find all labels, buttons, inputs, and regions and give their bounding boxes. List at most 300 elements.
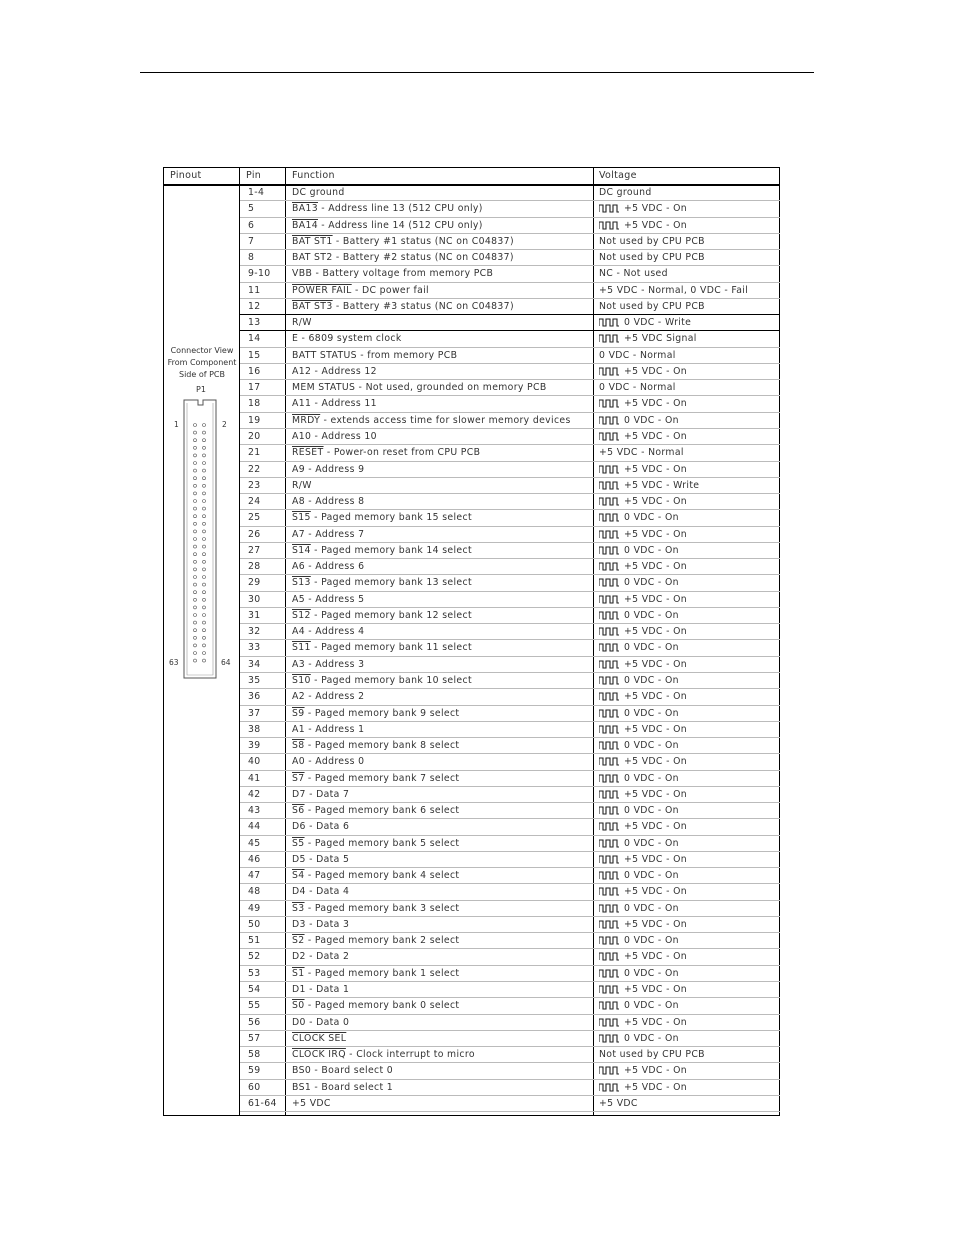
connector-pin bbox=[203, 621, 206, 624]
pin-voltage bbox=[599, 1049, 705, 1060]
pin-number: 40 bbox=[248, 756, 261, 768]
header-pinout: Pinout bbox=[170, 170, 202, 181]
pin-voltage-text: +5 VDC - On bbox=[624, 1016, 687, 1028]
connector-pin bbox=[194, 446, 197, 449]
pin-function-text: - Address line 13 (512 CPU only) bbox=[317, 203, 483, 215]
active-low-signal-name: S3 bbox=[292, 902, 305, 914]
table-row bbox=[240, 1047, 780, 1063]
table-row bbox=[240, 250, 780, 266]
table-row bbox=[240, 462, 780, 478]
pulse-waveform-icon bbox=[599, 399, 619, 408]
pin-function-text: - Power-on reset from CPU PCB bbox=[323, 447, 481, 459]
pin-voltage bbox=[599, 496, 687, 507]
pin-function-text: D2 - Data 2 bbox=[292, 951, 350, 963]
pin-voltage-text: +5 VDC - On bbox=[624, 528, 687, 540]
pin-function-text: D5 - Data 5 bbox=[292, 853, 350, 865]
pin-voltage-text: 0 VDC - On bbox=[624, 512, 679, 524]
table-row bbox=[240, 218, 780, 234]
pin-function bbox=[292, 773, 459, 784]
pin-number: 55 bbox=[248, 1000, 261, 1012]
pin-function-text: - Paged memory bank 1 select bbox=[304, 967, 460, 979]
table-row bbox=[240, 624, 780, 640]
pin-voltage bbox=[599, 1082, 687, 1093]
pin-number: 56 bbox=[248, 1016, 261, 1028]
pin-voltage bbox=[599, 968, 679, 979]
pin-function-text: A1 - Address 1 bbox=[292, 723, 365, 735]
connector-pin-dots bbox=[194, 424, 206, 663]
active-low-signal-name: BA14 bbox=[292, 219, 318, 231]
pin-function bbox=[292, 919, 349, 930]
pin-function bbox=[292, 317, 312, 328]
pin-number: 54 bbox=[248, 984, 261, 996]
pin-function bbox=[292, 642, 472, 653]
table-row bbox=[240, 559, 780, 575]
pulse-waveform-icon bbox=[599, 465, 619, 474]
pin-voltage-text: 0 VDC - On bbox=[624, 837, 679, 849]
pin-voltage-text: 0 VDC - Write bbox=[624, 317, 692, 329]
pin-voltage bbox=[599, 1033, 679, 1044]
pin-number: 24 bbox=[248, 496, 261, 508]
table-row bbox=[240, 933, 780, 949]
pin-function-text: BS1 - Board select 1 bbox=[292, 1081, 394, 1093]
table-row bbox=[240, 185, 780, 201]
pin-voltage-text: NC - Not used bbox=[599, 268, 668, 280]
connector-pin bbox=[203, 629, 206, 632]
table-row bbox=[240, 901, 780, 917]
pin-voltage-text: +5 VDC - On bbox=[624, 951, 687, 963]
pin-function bbox=[292, 561, 364, 572]
pin-number: 30 bbox=[248, 593, 261, 605]
pin-number: 7 bbox=[248, 235, 255, 247]
table-row bbox=[240, 445, 780, 461]
pin-number: 17 bbox=[248, 382, 261, 394]
active-low-signal-name: CLOCK SEL bbox=[292, 1032, 347, 1044]
connector-pin bbox=[203, 659, 206, 662]
pin-function-text: R/W bbox=[292, 317, 312, 329]
active-low-signal-name: S15 bbox=[292, 512, 311, 524]
connector-pin bbox=[203, 454, 206, 457]
active-low-signal-name: S13 bbox=[292, 577, 311, 589]
pin-function bbox=[292, 496, 364, 507]
connector-pin bbox=[203, 606, 206, 609]
pin-number: 6 bbox=[248, 219, 255, 231]
table-row bbox=[240, 429, 780, 445]
pin-voltage bbox=[599, 220, 687, 231]
pin-function bbox=[292, 1033, 346, 1044]
pin-function bbox=[292, 203, 483, 214]
pulse-waveform-icon bbox=[599, 822, 619, 831]
pin-voltage-text: 0 VDC - On bbox=[624, 642, 679, 654]
pin-voltage bbox=[599, 1017, 687, 1028]
pin-number: 21 bbox=[248, 447, 261, 459]
table-row bbox=[240, 949, 780, 965]
pin-function-text: A7 - Address 7 bbox=[292, 528, 365, 540]
pin-function-text: - Paged memory bank 12 select bbox=[310, 609, 472, 621]
pin-number: 9-10 bbox=[248, 268, 271, 280]
active-low-signal-name: MRDY bbox=[292, 414, 321, 426]
pin-function bbox=[292, 529, 364, 540]
pin-voltage bbox=[599, 838, 679, 849]
table-row bbox=[240, 754, 780, 770]
connector-pin bbox=[194, 454, 197, 457]
pin-number: 33 bbox=[248, 642, 261, 654]
pin-function bbox=[292, 756, 364, 767]
table-row bbox=[240, 966, 780, 982]
pin-number: 57 bbox=[248, 1032, 261, 1044]
pin-voltage bbox=[599, 854, 687, 865]
table-row bbox=[240, 1015, 780, 1031]
table-row bbox=[240, 1031, 780, 1047]
pin-voltage-text: DC ground bbox=[599, 187, 652, 198]
connector-label-line: Side of PCB bbox=[179, 370, 225, 379]
pin-number: 50 bbox=[248, 918, 261, 930]
pin-function bbox=[292, 577, 472, 588]
pin-label-2: 2 bbox=[222, 420, 227, 429]
pin-function-text: - Paged memory bank 7 select bbox=[304, 772, 460, 784]
pin-number: 14 bbox=[248, 333, 261, 345]
pin-number: 28 bbox=[248, 561, 261, 573]
pin-number: 25 bbox=[248, 512, 261, 524]
connector-pin bbox=[203, 492, 206, 495]
pulse-waveform-icon bbox=[599, 790, 619, 799]
pin-voltage-text: +5 VDC - On bbox=[624, 203, 687, 215]
pulse-waveform-icon bbox=[599, 513, 619, 522]
pin-voltage-text: Not used by CPU PCB bbox=[599, 252, 705, 264]
pin-function-text: - DC power fail bbox=[351, 284, 429, 296]
pin-function bbox=[292, 1098, 331, 1109]
pin-number: 49 bbox=[248, 902, 261, 914]
pin-number: 52 bbox=[248, 951, 261, 963]
pin-number: 26 bbox=[248, 528, 261, 540]
active-low-signal-name: S1 bbox=[292, 967, 305, 979]
connector-diagram bbox=[166, 345, 238, 690]
table-row bbox=[240, 266, 780, 282]
pin-voltage-text: +5 VDC - On bbox=[624, 821, 687, 833]
pin-function-text: D0 - Data 0 bbox=[292, 1016, 350, 1028]
pin-function-text: - Battery #1 status (NC on C04837) bbox=[332, 235, 514, 247]
table-row bbox=[240, 331, 780, 347]
pulse-waveform-icon bbox=[599, 1083, 619, 1092]
pin-voltage bbox=[599, 984, 687, 995]
pin-function bbox=[292, 252, 514, 263]
pin-number: 13 bbox=[248, 317, 261, 329]
table-row bbox=[240, 1063, 780, 1079]
pin-voltage bbox=[599, 480, 699, 491]
table-row bbox=[240, 234, 780, 250]
pin-function bbox=[292, 610, 472, 621]
pulse-waveform-icon bbox=[599, 871, 619, 880]
pulse-waveform-icon bbox=[599, 497, 619, 506]
pin-function bbox=[292, 903, 459, 914]
pin-function-text: A5 - Address 5 bbox=[292, 593, 365, 605]
pulse-waveform-icon bbox=[599, 318, 619, 327]
pulse-waveform-icon bbox=[599, 432, 619, 441]
pin-function bbox=[292, 626, 364, 637]
connector-pin bbox=[203, 644, 206, 647]
connector-name: P1 bbox=[196, 385, 206, 394]
pin-function-text: - extends access time for slower memory devices bbox=[320, 414, 571, 426]
pin-function bbox=[292, 382, 547, 393]
pin-number: 11 bbox=[248, 284, 261, 296]
pulse-waveform-icon bbox=[599, 741, 619, 750]
pin-voltage-text: +5 VDC Signal bbox=[624, 333, 697, 345]
pulse-waveform-icon bbox=[599, 481, 619, 490]
connector-pin bbox=[194, 522, 197, 525]
connector-pin bbox=[203, 477, 206, 480]
pin-function bbox=[292, 187, 345, 198]
pin-number: 42 bbox=[248, 788, 261, 800]
pin-voltage-text: +5 VDC - Normal, 0 VDC - Fail bbox=[599, 284, 749, 296]
pin-number: 32 bbox=[248, 626, 261, 638]
active-low-signal-name: S11 bbox=[292, 642, 311, 654]
pin-number: 20 bbox=[248, 430, 261, 442]
pin-function bbox=[292, 805, 459, 816]
connector-pin bbox=[194, 484, 197, 487]
pin-function-text: BAT ST2 - Battery #2 status (NC on C04837) bbox=[292, 252, 514, 264]
connector-pin bbox=[203, 469, 206, 472]
pin-function bbox=[292, 236, 514, 247]
active-low-signal-name: S5 bbox=[292, 837, 305, 849]
pulse-waveform-icon bbox=[599, 204, 619, 213]
pin-function bbox=[292, 968, 459, 979]
connector-pin bbox=[194, 636, 197, 639]
connector-pin bbox=[203, 568, 206, 571]
table-row bbox=[240, 299, 780, 315]
pulse-waveform-icon bbox=[599, 562, 619, 571]
pin-function-text: A11 - Address 11 bbox=[292, 398, 377, 410]
pin-voltage-text: 0 VDC - On bbox=[624, 1000, 679, 1012]
pulse-waveform-icon bbox=[599, 969, 619, 978]
pin-function bbox=[292, 789, 349, 800]
pin-voltage bbox=[599, 464, 687, 475]
pin-function bbox=[292, 951, 349, 962]
pin-function bbox=[292, 1065, 393, 1076]
pin-label-64: 64 bbox=[221, 658, 231, 667]
connector-pin bbox=[203, 545, 206, 548]
pin-number: 29 bbox=[248, 577, 261, 589]
pin-voltage-text: Not used by CPU PCB bbox=[599, 1049, 705, 1061]
table-row bbox=[240, 787, 780, 803]
pin-rows bbox=[240, 185, 780, 1112]
pulse-waveform-icon bbox=[599, 774, 619, 783]
top-rule bbox=[140, 72, 814, 73]
pin-voltage-text: 0 VDC - On bbox=[624, 902, 679, 914]
connector-pin bbox=[203, 484, 206, 487]
pulse-waveform-icon bbox=[599, 546, 619, 555]
pin-voltage bbox=[599, 756, 687, 767]
pin-voltage-text: +5 VDC - Write bbox=[624, 479, 700, 491]
pin-function-text: MEM STATUS - Not used, grounded on memory PCB bbox=[292, 382, 547, 394]
pin-number: 46 bbox=[248, 853, 261, 865]
pulse-waveform-icon bbox=[599, 839, 619, 848]
connector-pin bbox=[194, 492, 197, 495]
active-low-signal-name: S14 bbox=[292, 544, 311, 556]
pin-function-text: - Paged memory bank 0 select bbox=[304, 1000, 460, 1012]
pin-voltage bbox=[599, 594, 687, 605]
pin-voltage bbox=[599, 317, 691, 328]
pin-function-text: VBB - Battery voltage from memory PCB bbox=[292, 268, 494, 280]
pin-number: 34 bbox=[248, 658, 261, 670]
pin-voltage bbox=[599, 350, 676, 361]
connector-pin bbox=[194, 530, 197, 533]
active-low-signal-name: BAT ST1 bbox=[292, 235, 333, 247]
pin-voltage bbox=[599, 886, 687, 897]
pulse-waveform-icon bbox=[599, 660, 619, 669]
pin-number: 5 bbox=[248, 203, 255, 215]
pulse-waveform-icon bbox=[599, 221, 619, 230]
connector-pin bbox=[203, 500, 206, 503]
pin-function-text: +5 VDC bbox=[292, 1097, 331, 1109]
connector-pin bbox=[194, 583, 197, 586]
pin-voltage-text: 0 VDC - On bbox=[624, 414, 679, 426]
pin-voltage bbox=[599, 935, 679, 946]
pin-voltage-text: 0 VDC - On bbox=[624, 935, 679, 947]
pin-function-text: BATT STATUS - from memory PCB bbox=[292, 349, 458, 361]
pin-voltage-text: 0 VDC - Normal bbox=[599, 349, 676, 361]
table-row bbox=[240, 884, 780, 900]
pin-function-text: - Paged memory bank 13 select bbox=[310, 577, 472, 589]
table-row bbox=[240, 1096, 780, 1112]
pin-voltage bbox=[599, 268, 668, 279]
connector-pin bbox=[203, 515, 206, 518]
connector-pin bbox=[194, 659, 197, 662]
table-row bbox=[240, 706, 780, 722]
connector-pin bbox=[194, 500, 197, 503]
active-low-signal-name: S12 bbox=[292, 609, 311, 621]
pin-voltage-text: +5 VDC - On bbox=[624, 219, 687, 231]
pin-function bbox=[292, 480, 312, 491]
pin-voltage bbox=[599, 236, 705, 247]
pin-function-text: - Paged memory bank 11 select bbox=[310, 642, 472, 654]
connector-pin bbox=[203, 583, 206, 586]
pin-function-text: A0 - Address 0 bbox=[292, 756, 365, 768]
pulse-waveform-icon bbox=[599, 709, 619, 718]
connector-pin bbox=[194, 507, 197, 510]
pin-function-text: - Clock interrupt to micro bbox=[345, 1049, 475, 1061]
pin-function bbox=[292, 740, 459, 751]
pin-voltage bbox=[599, 187, 652, 198]
connector-pin bbox=[194, 606, 197, 609]
table-row bbox=[240, 982, 780, 998]
pin-voltage bbox=[599, 447, 684, 458]
table-row bbox=[240, 836, 780, 852]
pin-function-text: - Paged memory bank 9 select bbox=[304, 707, 460, 719]
table-row bbox=[240, 917, 780, 933]
connector-pin bbox=[194, 431, 197, 434]
pin-voltage bbox=[599, 252, 705, 263]
table-row bbox=[240, 1080, 780, 1096]
pin-voltage-text: +5 VDC - On bbox=[624, 561, 687, 573]
pin-voltage-text: +5 VDC - On bbox=[624, 788, 687, 800]
pulse-waveform-icon bbox=[599, 855, 619, 864]
pin-voltage-text: +5 VDC - On bbox=[624, 626, 687, 638]
connector-label-line: Connector View bbox=[170, 346, 234, 355]
pin-function bbox=[292, 301, 514, 312]
pin-number: 31 bbox=[248, 609, 261, 621]
connector-pin bbox=[203, 522, 206, 525]
pin-voltage-text: Not used by CPU PCB bbox=[599, 235, 705, 247]
active-low-signal-name: S9 bbox=[292, 707, 305, 719]
pin-voltage-text: +5 VDC - On bbox=[624, 1065, 687, 1077]
connector-pin bbox=[203, 598, 206, 601]
pin-function-text: - Paged memory bank 4 select bbox=[304, 870, 460, 882]
table-row bbox=[240, 478, 780, 494]
pulse-waveform-icon bbox=[599, 578, 619, 587]
table-row bbox=[240, 819, 780, 835]
pulse-waveform-icon bbox=[599, 1001, 619, 1010]
pin-voltage-text: +5 VDC - On bbox=[624, 1081, 687, 1093]
pulse-waveform-icon bbox=[599, 367, 619, 376]
pin-function-text: A2 - Address 2 bbox=[292, 691, 365, 703]
table-row bbox=[240, 543, 780, 559]
pulse-waveform-icon bbox=[599, 904, 619, 913]
table-row bbox=[240, 657, 780, 673]
pin-voltage bbox=[599, 773, 679, 784]
pin-voltage-text: 0 VDC - On bbox=[624, 967, 679, 979]
active-low-signal-name: S0 bbox=[292, 1000, 305, 1012]
pin-function-text: A10 - Address 10 bbox=[292, 430, 377, 442]
pin-number: 37 bbox=[248, 707, 261, 719]
pin-function bbox=[292, 1049, 475, 1060]
pin-function bbox=[292, 724, 364, 735]
table-row bbox=[240, 413, 780, 429]
connector-pin bbox=[194, 553, 197, 556]
pin-function-text: A8 - Address 8 bbox=[292, 496, 365, 508]
pin-voltage-text: +5 VDC - On bbox=[624, 463, 687, 475]
pin-function-text: D7 - Data 7 bbox=[292, 788, 350, 800]
pin-label-1: 1 bbox=[174, 420, 179, 429]
pin-function bbox=[292, 431, 377, 442]
table-row bbox=[240, 315, 780, 331]
connector-pin bbox=[203, 652, 206, 655]
pin-function-text: A4 - Address 4 bbox=[292, 626, 365, 638]
connector-pin bbox=[203, 530, 206, 533]
pin-voltage-text: +5 VDC - On bbox=[624, 886, 687, 898]
pulse-waveform-icon bbox=[599, 936, 619, 945]
pin-number: 23 bbox=[248, 479, 261, 491]
pin-function bbox=[292, 870, 459, 881]
pin-voltage-text: +5 VDC - On bbox=[624, 918, 687, 930]
pin-function bbox=[292, 398, 377, 409]
pin-function bbox=[292, 512, 472, 523]
active-low-signal-name: S8 bbox=[292, 740, 305, 752]
pin-voltage-text: +5 VDC - On bbox=[624, 853, 687, 865]
pin-function-text: R/W bbox=[292, 479, 312, 491]
pin-number: 18 bbox=[248, 398, 261, 410]
pin-voltage bbox=[599, 333, 697, 344]
connector-pin bbox=[203, 439, 206, 442]
pin-function bbox=[292, 708, 459, 719]
pin-voltage-text: +5 VDC - On bbox=[624, 658, 687, 670]
pin-voltage bbox=[599, 366, 687, 377]
active-low-signal-name: CLOCK IRQ bbox=[292, 1049, 346, 1061]
pulse-waveform-icon bbox=[599, 985, 619, 994]
pin-voltage-text: Not used by CPU PCB bbox=[599, 300, 705, 312]
pulse-waveform-icon bbox=[599, 725, 619, 734]
connector-label-line: From Component bbox=[167, 358, 237, 367]
pin-function-text: D4 - Data 4 bbox=[292, 886, 350, 898]
table-row bbox=[240, 771, 780, 787]
pin-voltage bbox=[599, 382, 676, 393]
pin-number: 60 bbox=[248, 1081, 261, 1093]
table-row bbox=[240, 510, 780, 526]
pin-voltage-text: +5 VDC - On bbox=[624, 496, 687, 508]
pin-number: 61-64 bbox=[248, 1097, 277, 1109]
pin-voltage bbox=[599, 561, 687, 572]
table-row bbox=[240, 283, 780, 299]
pin-voltage bbox=[599, 675, 679, 686]
table-row bbox=[240, 380, 780, 396]
